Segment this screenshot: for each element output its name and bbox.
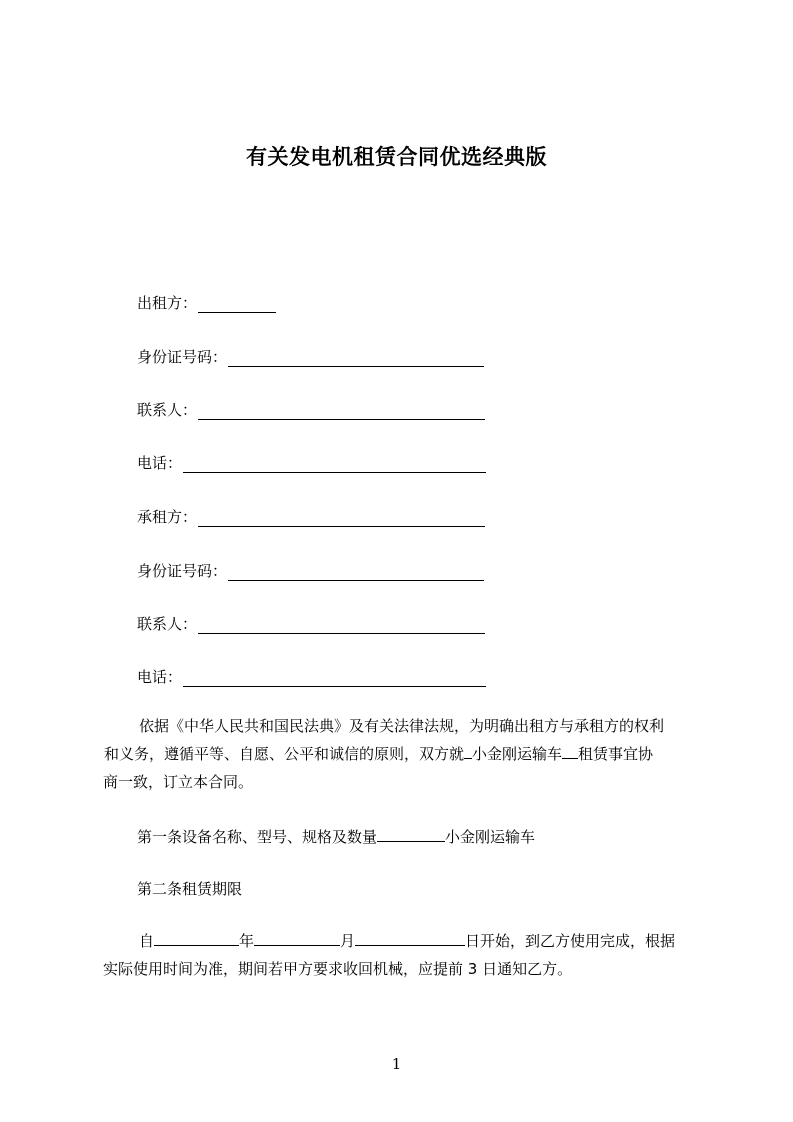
article-1-value: 小金刚运输车	[445, 828, 536, 846]
article-1-blank	[377, 825, 445, 842]
lessor-contact-field	[137, 400, 485, 420]
lessee-phone-label: 电话：	[137, 668, 183, 686]
intro-line-2-c: 租赁事宜协	[578, 745, 654, 763]
intro-line-1: 依据《中华人民共和国民法典》及有关法律法规，为明确出租方与承租方的权利	[139, 717, 665, 735]
document-title: 有关发电机租赁合同优选经典版	[246, 145, 547, 169]
lessor-field	[137, 293, 276, 313]
lessor-contact-blank[interactable]	[198, 403, 485, 420]
period-month: 月	[340, 932, 356, 950]
intro-line-2-a: 和义务，遵循平等、自愿、公平和诚信的原则，双方就	[104, 745, 465, 763]
lessee-blank[interactable]	[198, 510, 485, 527]
lessee-id-blank[interactable]	[228, 564, 484, 581]
article-1	[137, 825, 535, 847]
subject-blank-after	[562, 742, 578, 759]
lessee-contact-field	[137, 614, 485, 634]
lessee-contact-label: 联系人：	[137, 615, 198, 633]
lessee-phone-blank[interactable]	[183, 670, 486, 687]
period-from: 自	[139, 932, 155, 950]
lessor-contact-label: 联系人：	[137, 401, 198, 419]
article-2-heading: 第二条租赁期限	[137, 880, 243, 898]
lessor-phone-label: 电话：	[137, 454, 183, 472]
page-number: 1	[391, 1055, 402, 1073]
lessor-phone-field	[137, 453, 486, 473]
lessor-label: 出租方：	[137, 294, 198, 312]
lessee-label: 承租方：	[137, 508, 198, 526]
period-line-2: 实际使用时间为准，期间若甲方要求收回机械，应提前 3 日通知乙方。	[103, 960, 573, 978]
lessee-phone-field	[137, 667, 486, 687]
lessor-blank[interactable]	[198, 296, 276, 313]
period-line-1	[103, 927, 703, 955]
lessor-id-label: 身份证号码：	[137, 348, 228, 366]
period-day-start: 日开始，到乙方使用完成，根据	[465, 932, 676, 950]
month-blank[interactable]	[254, 929, 340, 946]
intro-subject: 小金刚运输车	[472, 745, 563, 763]
article-1-text: 第一条设备名称、型号、规格及数量	[137, 828, 378, 846]
lessee-field	[137, 507, 485, 527]
subject-blank-before	[464, 742, 472, 759]
lessee-id-label: 身份证号码：	[137, 562, 228, 580]
intro-line-2	[103, 740, 703, 768]
lessee-contact-blank[interactable]	[198, 617, 485, 634]
year-blank[interactable]	[154, 929, 239, 946]
lessor-id-field	[137, 347, 484, 367]
lessor-id-blank[interactable]	[228, 350, 484, 367]
day-blank[interactable]	[355, 929, 465, 946]
intro-line-3: 商一致，订立本合同。	[103, 773, 254, 791]
period-year: 年	[239, 932, 255, 950]
intro-paragraph	[103, 712, 703, 796]
lessor-phone-blank[interactable]	[183, 456, 486, 473]
lessee-id-field	[137, 561, 484, 581]
period-paragraph	[103, 927, 703, 983]
